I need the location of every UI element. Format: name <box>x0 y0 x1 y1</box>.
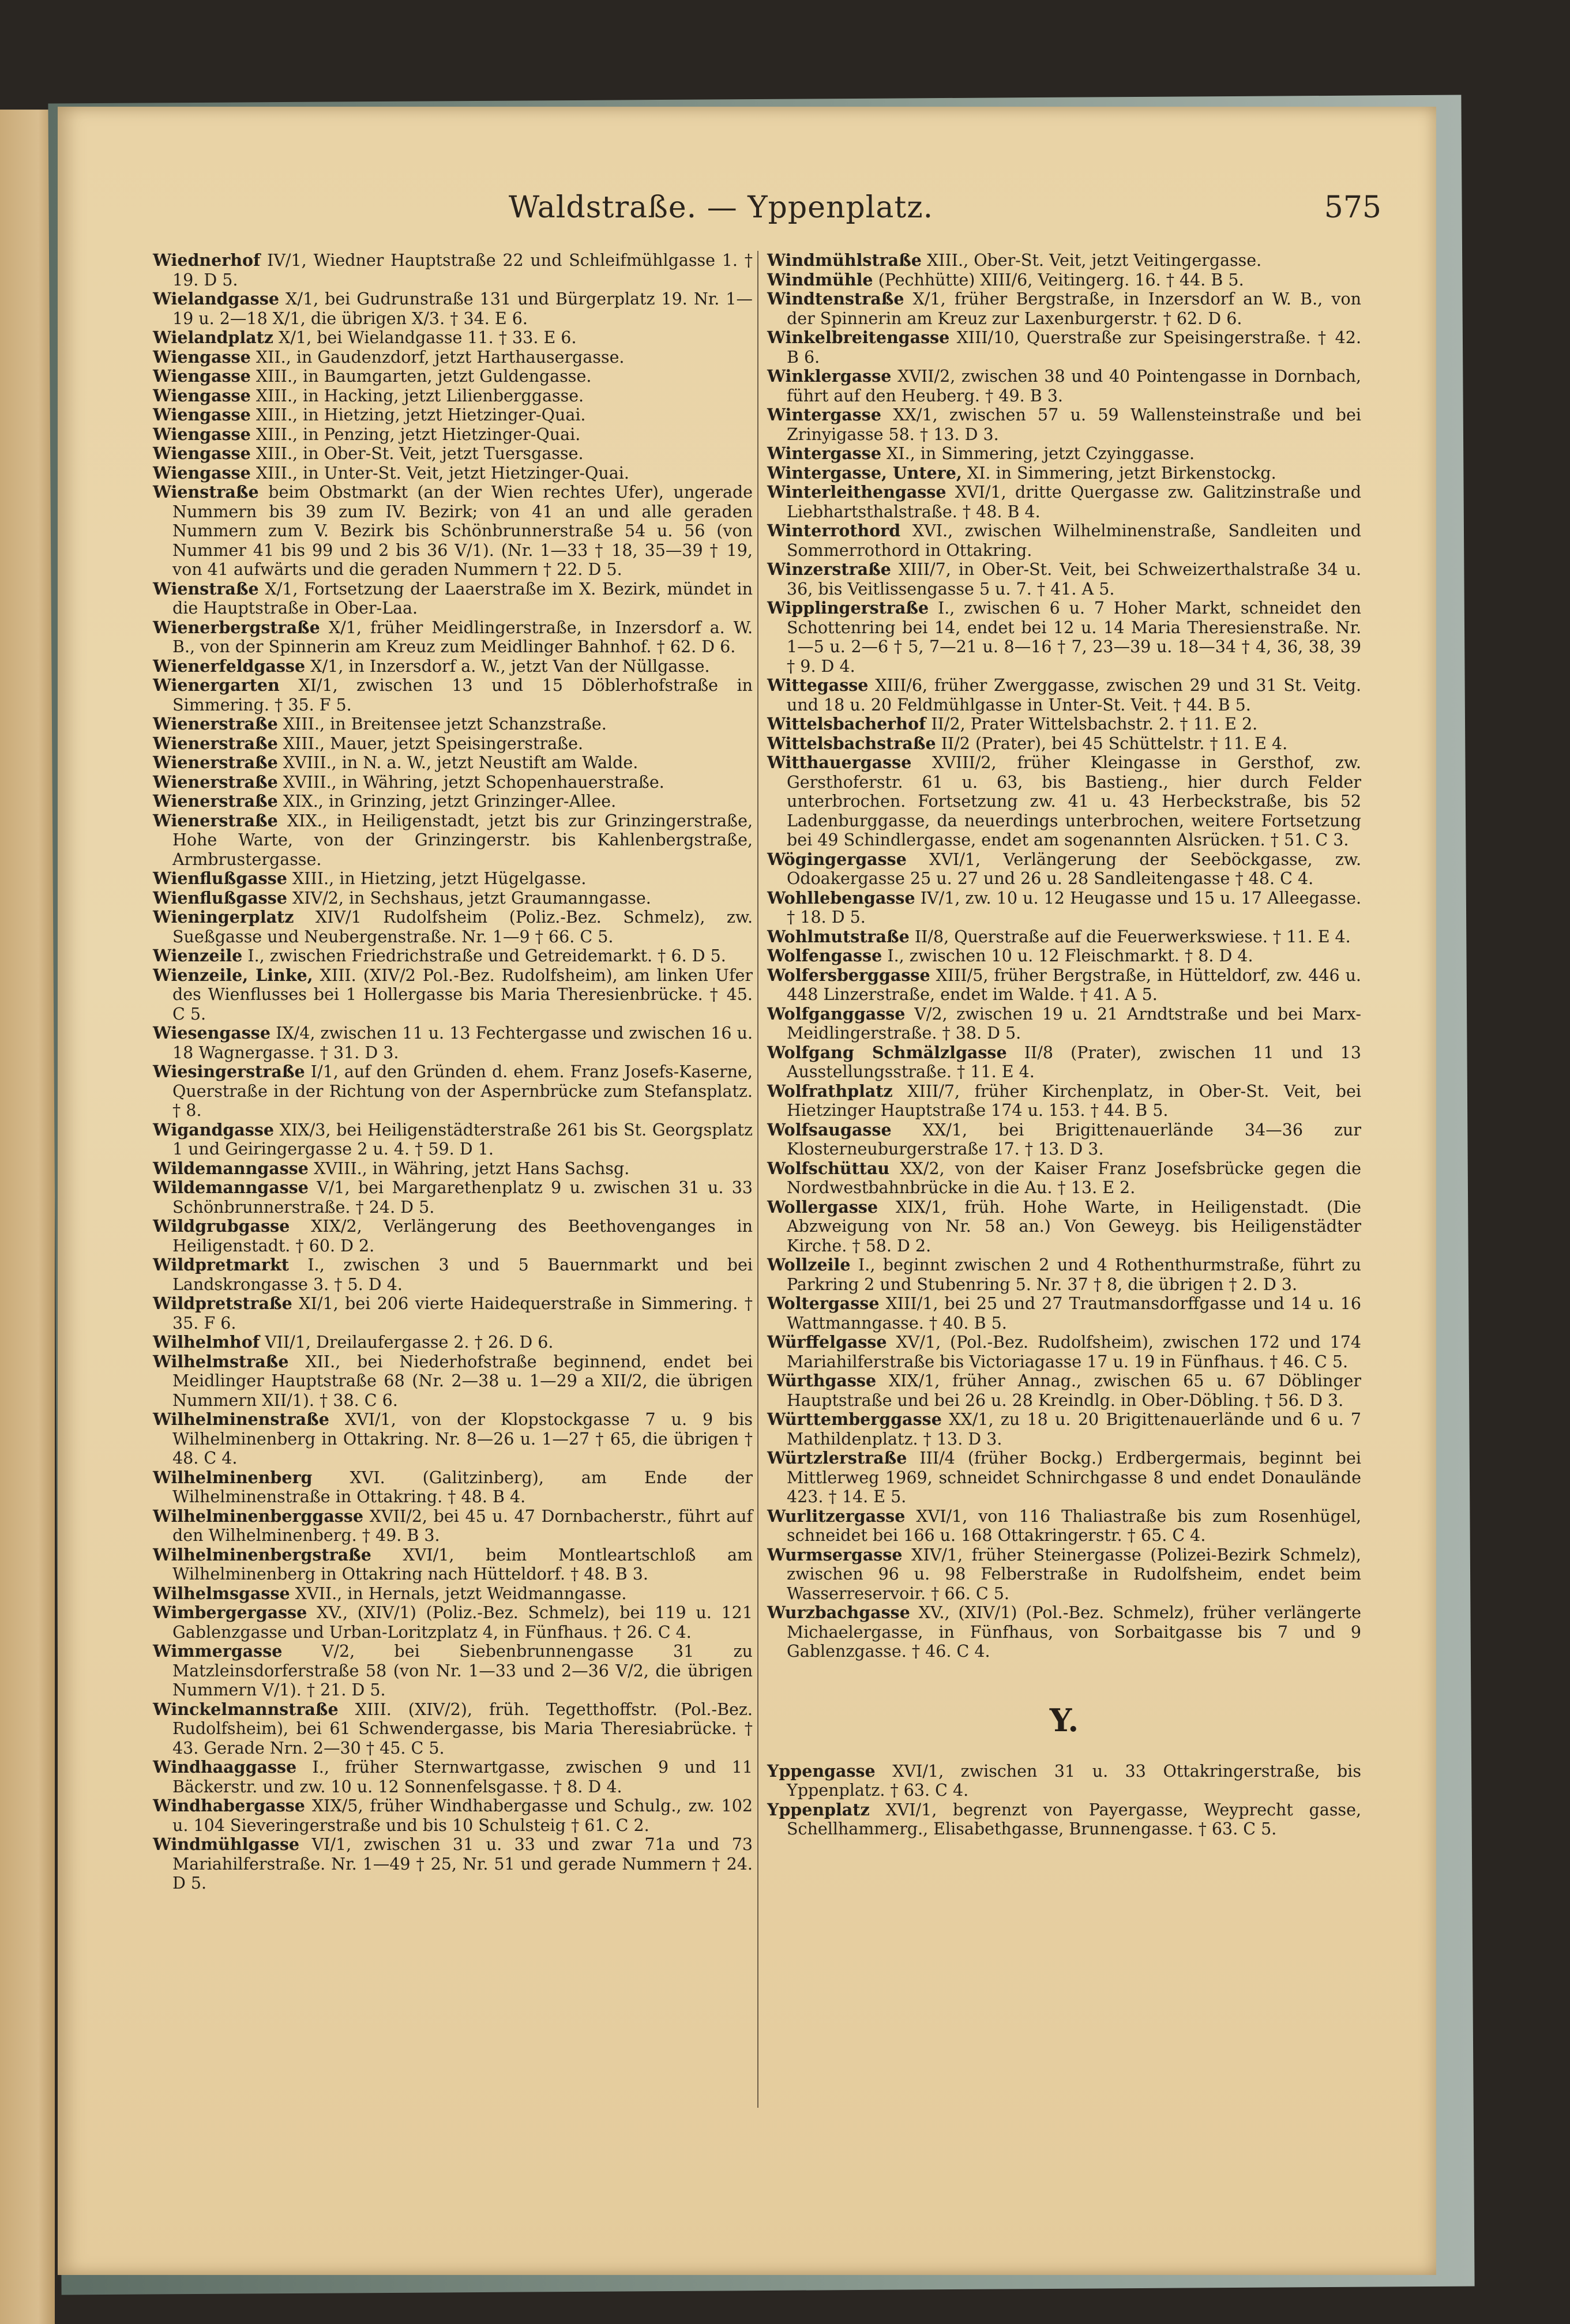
street-name: Wolfsaugasse <box>767 1119 892 1140</box>
directory-entry <box>767 1255 1361 1294</box>
entry-description: XIII. (XIV/2), früh. Tegetthoffstr. (Pol.-Bez. Rudolfsheim), bei 61 Schwendergasse, bis Maria Theresiabrücke. † 43. Gerade Nrn. 2—30 † 45. C 5. <box>172 1699 753 1758</box>
directory-entry <box>153 715 753 734</box>
entry-description: XIII., in Ober-St. Veit, jetzt Tuersgasse. <box>256 444 584 463</box>
entry-description: XV/1, (Pol.-Bez. Rudolfsheim), zwischen 172 und 174 Mariahilferstraße bis Victoriagasse 17 u. 19 in Fünfhaus. † 46. C 5. <box>787 1333 1361 1371</box>
entry-description: XIX., in Heiligenstadt, jetzt bis zur Grinzingerstraße, Hohe Warte, von der Grinzingerstr. bis Kahlenbergstraße, Armbrustergasse. <box>172 811 753 869</box>
directory-entry <box>153 1545 753 1584</box>
entry-description: X/1, in Inzersdorf a. W., jetzt Van der Nüllgasse. <box>310 656 710 676</box>
directory-entry <box>153 1468 753 1507</box>
entry-description: XX/2, von der Kaiser Franz Josefsbrücke gegen die Nordwestbahnbrücke in die Au. † 13. E 2. <box>787 1159 1361 1197</box>
entry-description: XVI/1, Verlängerung der Seeböckgasse, zw. Odoakergasse 25 u. 27 und 26 u. 28 Sandleitengasse † 48. C 4. <box>787 849 1361 888</box>
entry-description: XIX., in Grinzing, jetzt Grinzinger-Allee. <box>283 792 617 811</box>
directory-entry <box>153 1255 753 1294</box>
street-name: Würffelgasse <box>767 1332 887 1352</box>
street-name: Winterrothord <box>767 521 901 540</box>
page-number: 575 <box>1324 190 1381 225</box>
directory-entry <box>153 1159 753 1179</box>
street-name: Wienerstraße <box>153 753 278 772</box>
street-name: Wienflußgasse <box>153 888 287 908</box>
entry-description: XVIII., in Währing, jetzt Schopenhauerstraße. <box>283 772 664 792</box>
page-header <box>58 190 1436 242</box>
directory-entry <box>153 1758 753 1796</box>
entry-description: XX/1, zwischen 57 u. 59 Wallensteinstraße und bei Zrinyigasse 58. † 13. D 3. <box>787 405 1362 444</box>
directory-entry <box>767 753 1361 850</box>
directory-entry <box>153 1642 753 1700</box>
entry-description: XI., in Simmering, jetzt Czyinggasse. <box>887 444 1195 463</box>
directory-entry <box>767 483 1361 521</box>
street-name: Würtzlerstraße <box>767 1448 907 1468</box>
directory-entry <box>153 483 753 580</box>
entry-description: XIX/1, früher Annag., zwischen 65 u. 67 Döblinger Hauptstraße und bei 26 u. 28 Kreindlg. in Ober-Döbling. † 56. D 3. <box>787 1371 1361 1410</box>
street-name: Windhaaggasse <box>153 1757 297 1777</box>
entry-description: XIII/7, in Ober-St. Veit, bei Schweizerthalstraße 34 u. 36, bis Veitlissengasse 5 u. 7. † 41. A 5. <box>787 560 1362 599</box>
directory-entry <box>767 1294 1361 1333</box>
directory-entry <box>153 1333 753 1352</box>
entry-description: XI/1, bei 206 vierte Haidequerstraße in Simmering. † 35. F 6. <box>172 1294 753 1333</box>
street-name: Wiengasse <box>153 347 251 367</box>
entry-description: V/1, bei Margarethenplatz 9 u. zwischen 31 u. 33 Schönbrunnerstraße. † 24. D 5. <box>172 1178 753 1217</box>
entry-description: II/8 (Prater), zwischen 11 und 13 Ausstellungsstraße. † 11. E 4. <box>787 1043 1361 1081</box>
street-name: Wilhelmsgasse <box>153 1583 290 1603</box>
entry-description: V/2, bei Siebenbrunnengasse 31 zu Matzleinsdorferstraße 58 (von Nr. 1—33 und 2—36 V/2, die übrigen Nummern V/1). † 21. D 5. <box>172 1642 753 1699</box>
directory-entry <box>153 1178 753 1217</box>
street-name: Wienerstraße <box>153 810 278 830</box>
street-name: Wohlmutstraße <box>767 926 910 946</box>
directory-entry <box>153 1796 753 1835</box>
entry-description: XIII., in Unter-St. Veit, jetzt Hietzinger-Quai. <box>256 463 629 483</box>
street-name: Wiesingerstraße <box>153 1062 305 1081</box>
directory-entry <box>153 444 753 464</box>
street-name: Wurlitzergasse <box>767 1506 906 1526</box>
entry-description: XVII., in Hernals, jetzt Weidmanngasse. <box>295 1584 627 1603</box>
adjacent-page-edge <box>0 110 55 2324</box>
directory-entry <box>767 444 1361 464</box>
directory-entry <box>767 251 1361 270</box>
directory-entry <box>153 425 753 445</box>
directory-entry <box>153 1835 753 1893</box>
entry-description: XVI/1, beim Montleartschloß am Wilhelminenberg in Ottakring nach Hütteldorf. † 48. B 3. <box>172 1545 753 1584</box>
street-name: Wildemanngasse <box>153 1158 309 1178</box>
directory-entry <box>767 521 1361 560</box>
entry-description: I., zwischen Friedrichstraße und Getreidemarkt. † 6. D 5. <box>247 946 726 965</box>
directory-entry <box>153 367 753 386</box>
book-page <box>58 107 1436 2275</box>
directory-entry <box>767 1333 1361 1371</box>
entry-description: XI/1, zwischen 13 und 15 Döblerhofstraße in Simmering. † 35. F 5. <box>172 676 753 715</box>
entry-description: XIII., in Hietzing, jetzt Hügelgasse. <box>292 869 587 888</box>
street-name: Wildgrubgasse <box>153 1216 290 1236</box>
directory-entry <box>767 367 1361 405</box>
entry-description: XVI., zwischen Wilhelminenstraße, Sandleiten und Sommerrothord in Ottakring. <box>787 521 1361 560</box>
entry-description: XVI/1, von 116 Thaliastraße bis zum Rosenhügel, schneidet bei 166 u. 168 Ottakringerstr. † 65. C 4. <box>787 1506 1362 1545</box>
entry-description: XIII/1, bei 25 und 27 Trautmansdorffgasse und 14 u. 16 Wattmanngasse. † 40. B 5. <box>787 1294 1361 1333</box>
directory-entry <box>153 1700 753 1758</box>
directory-entry <box>767 927 1361 947</box>
entry-description: XIII., in Hietzing, jetzt Hietzinger-Quai. <box>256 405 586 424</box>
street-name: Wilhelminenberggasse <box>153 1506 364 1526</box>
directory-entry <box>153 618 753 657</box>
entry-description: XX/1, zu 18 u. 20 Brigittenauerlände und 6 u. 7 Mathildenplatz. † 13. D 3. <box>787 1410 1361 1449</box>
street-name: Wiesengasse <box>153 1023 271 1043</box>
street-name: Württemberggasse <box>767 1409 942 1429</box>
directory-entry <box>767 1507 1361 1545</box>
directory-entry <box>153 1410 753 1468</box>
entry-description: IX/4, zwischen 11 u. 13 Fechtergasse und zwischen 16 u. 18 Wagnergasse. † 31. D 3. <box>172 1024 753 1062</box>
directory-entry <box>153 1120 753 1159</box>
entry-description: XVI/1, begrenzt von Payergasse, Weyprecht gasse, Schellhammerg., Elisabethgasse, Brunnengasse. † 63. C 5. <box>787 1800 1362 1838</box>
street-name: Winkelbreitengasse <box>767 328 950 347</box>
entry-description: XIII/6, früher Zwerggasse, zwischen 29 und 31 St. Veitg. und 18 u. 20 Feldmühlgasse in Unter-St. Veit. † 44. B 5. <box>787 676 1361 715</box>
street-name: Wienstraße <box>153 578 259 599</box>
street-name: Winklergasse <box>767 366 892 386</box>
directory-entry <box>153 966 753 1024</box>
street-name: Windmühle <box>767 269 873 289</box>
entry-description: II/8, Querstraße auf die Feuerwerkswiese. † 11. E 4. <box>914 927 1351 946</box>
directory-entry <box>153 811 753 870</box>
entry-description: I., zwischen 10 u. 12 Fleischmarkt. † 8. D 4. <box>887 946 1253 965</box>
street-name: Wienzeile <box>153 946 243 965</box>
directory-entry <box>153 1217 753 1255</box>
street-name: Woltergasse <box>767 1293 880 1313</box>
street-name: Wildemanngasse <box>153 1178 309 1197</box>
street-name: Windmühlstraße <box>767 250 922 270</box>
street-name: Wienerfeldgasse <box>153 656 306 676</box>
entry-description: XVI. (Galitzinberg), am Ende der Wilhelminenstraße in Ottakring. † 48. B 4. <box>172 1468 753 1506</box>
street-name: Wienerstraße <box>153 772 278 792</box>
entry-description: XIX/1, früh. Hohe Warte, in Heiligenstadt. (Die Abzweigung von Nr. 58 an.) Von Geweyg. bis Heiligenstädter Kirche. † 58. D 2. <box>787 1197 1362 1255</box>
street-name: Würthgasse <box>767 1371 877 1390</box>
section-letter-y: Y. <box>1049 1701 1079 1739</box>
street-name: Wittegasse <box>767 675 869 695</box>
directory-entry <box>767 328 1361 367</box>
entry-description: XIII., in Baumgarten, jetzt Guldengasse. <box>256 367 592 386</box>
directory-entry <box>153 657 753 676</box>
entry-description: I., früher Sternwartgasse, zwischen 9 und 11 Bäckerstr. und zw. 10 u. 12 Sonnenfelsgasse. † 8. D 4. <box>172 1758 753 1796</box>
street-name: Wildpretmarkt <box>153 1255 289 1274</box>
street-name: Wilhelmstraße <box>153 1351 289 1371</box>
street-name: Wiednerhof <box>153 250 261 270</box>
street-name: Wohllebengasse <box>767 888 915 908</box>
street-name: Winzerstraße <box>767 559 891 579</box>
directory-entry <box>153 1024 753 1062</box>
entry-description: XVI/1, von der Klopstockgasse 7 u. 9 bis Wilhelminenberg in Ottakring. Nr. 8—26 u. 1—27 † 65, die übrigen † 48. C 4. <box>172 1410 753 1468</box>
directory-entry <box>767 1159 1361 1198</box>
street-name: Wittelsbacherhof <box>767 714 926 734</box>
entry-description: XIII., Mauer, jetzt Speisingerstraße. <box>283 734 584 753</box>
directory-entry <box>153 405 753 425</box>
street-name: Wiengasse <box>153 462 251 483</box>
entry-description: X/1, Fortsetzung der Laaerstraße im X. Bezirk, mündet in die Hauptstraße in Ober-Laa. <box>172 579 753 618</box>
entry-description: VI/1, zwischen 31 u. 33 und zwar 71a und 73 Mariahilferstraße. Nr. 1—49 † 25, Nr. 51 und gerade Nummern † 24. D 5. <box>172 1835 753 1893</box>
entry-description: XIV/2, in Sechshaus, jetzt Graumanngasse. <box>292 888 651 908</box>
entry-description: beim Obstmarkt (an der Wien rechtes Ufer), ungerade Nummern bis 39 zum IV. Bezirk; von 41 an und alle geraden Nummern zum V. Bezirk bis Schönbrunnerstraße 54 u. 56 (von Nummer 41 bis 99 und 2 bis 36 V/1). (Nr. 1—33 † 18, 35—39 † 19, von 41 aufwärts und die geraden Nummern † 22. D 5. <box>172 483 753 579</box>
entry-description: IV/1, Wiedner Hauptstraße 22 und Schleifmühlgasse 1. † 19. D 5. <box>172 251 753 289</box>
street-name: Wildpretstraße <box>153 1293 292 1313</box>
street-name: Windtenstraße <box>767 289 904 309</box>
entry-description: XX/1, bei Brigittenauerlände 34—36 zur Klosterneuburgerstraße 17. † 13. D 3. <box>787 1120 1361 1159</box>
directory-entry <box>767 464 1361 483</box>
street-name: Windmühlgasse <box>153 1834 300 1854</box>
directory-entry <box>767 850 1361 889</box>
directory-entry <box>153 869 753 889</box>
directory-entry <box>767 1449 1361 1507</box>
entry-description: II/2 (Prater), bei 45 Schüttelstr. † 11. E 4. <box>941 734 1288 753</box>
entry-description: I., beginnt zwischen 2 und 4 Rothenthurmstraße, führt zu Parkring 2 und Stubenring 5. Nr. 37 † 8, die übrigen † 2. D 3. <box>787 1255 1362 1294</box>
running-title: Waldstraße. — Yppenplatz. <box>508 190 934 225</box>
street-name: Wienerstraße <box>153 791 278 811</box>
entry-description: XIII., in Breitensee jetzt Schanzstraße. <box>283 715 607 734</box>
directory-entry <box>153 1507 753 1545</box>
entry-description: X/1, früher Bergstraße, in Inzersdorf an W. B., von der Spinnerin am Kreuz zur Laxenburgerstr. † 62. D 6. <box>787 289 1361 328</box>
street-name: Wiengasse <box>153 405 251 424</box>
directory-entry <box>767 1800 1361 1839</box>
directory-entry <box>153 889 753 908</box>
entry-description: X/1, bei Gudrunstraße 131 und Bürgerplatz 19. Nr. 1—19 u. 2—18 X/1, die übrigen X/3. † 34. E 6. <box>172 289 753 328</box>
entry-description: XVII/2, bei 45 u. 47 Dornbacherstr., führt auf den Wilhelminenberg. † 49. B 3. <box>172 1506 753 1545</box>
street-name: Wipplingerstraße <box>767 598 929 618</box>
directory-entry <box>767 1603 1361 1661</box>
street-name: Wienerstraße <box>153 714 278 734</box>
street-name: Wolfganggasse <box>767 1003 906 1024</box>
entry-description: II/2, Prater Wittelsbachstr. 2. † 11. E 2. <box>931 715 1258 734</box>
street-name: Wiengasse <box>153 385 251 405</box>
directory-entry <box>767 734 1361 754</box>
directory-entry <box>153 1062 753 1120</box>
directory-entry <box>767 1005 1361 1043</box>
directory-entry <box>767 599 1361 676</box>
street-name: Wienflußgasse <box>153 868 287 888</box>
directory-entry <box>153 1584 753 1604</box>
directory-entry <box>153 328 753 348</box>
entry-description: XV., (XIV/1) (Poliz.-Bez. Schmelz), bei 119 u. 121 Gablenzgasse und Urban-Loritzplatz 4, in Fünfhaus. † 26. C 4. <box>172 1603 753 1642</box>
directory-entry <box>153 1352 753 1411</box>
street-name: Wielandplatz <box>153 328 273 347</box>
left-column <box>153 251 753 1893</box>
street-name: Wienerstraße <box>153 733 278 753</box>
street-name: Wimbergergasse <box>153 1603 307 1622</box>
street-name: Wilhelminenbergstraße <box>153 1544 371 1565</box>
entry-description: XIX/2, Verlängerung des Beethovenganges in Heiligenstadt. † 60. D 2. <box>172 1217 753 1255</box>
right-column <box>767 251 1361 1839</box>
entry-description: III/4 (früher Bockg.) Erdbergermais, beginnt bei Mittlerweg 1969, schneidet Schnirchgasse 8 und endet Donaulände 423. † 14. E 5. <box>787 1449 1361 1506</box>
street-name: Wintergasse <box>767 443 881 463</box>
entry-description: XVIII., in N. a. W., jetzt Neustift am Walde. <box>283 753 638 772</box>
directory-entry <box>767 715 1361 734</box>
entry-description: XIII/10, Querstraße zur Speisingerstraße. † 42. B 6. <box>787 328 1361 367</box>
directory-entry <box>153 676 753 715</box>
directory-entry <box>767 889 1361 927</box>
directory-entry <box>767 270 1361 290</box>
street-name: Wolfgang Schmälzlgasse <box>767 1042 1007 1062</box>
street-name: Wolfengasse <box>767 946 882 965</box>
right-column-entries <box>767 251 1361 1661</box>
street-name: Wienstraße <box>153 482 259 502</box>
entry-description: XII., in Gaudenzdorf, jetzt Harthausergasse. <box>256 347 625 367</box>
entry-description: XIV/1 Rudolfsheim (Poliz.-Bez. Schmelz), zw. Sueßgasse und Neubergenstraße. Nr. 1—9 † 66. C 5. <box>172 908 753 946</box>
entry-description: XII., bei Niederhofstraße beginnend, endet bei Meidlinger Hauptstraße 68 (Nr. 2—38 u. 1—29 a XII/2, die übrigen Nummern XII/1). † 38. C 6. <box>172 1352 753 1410</box>
column-divider <box>757 251 758 2108</box>
directory-entry <box>767 1545 1361 1604</box>
entry-description: XIII/5, früher Bergstraße, in Hütteldorf, zw. 446 u. 448 Linzerstraße, endet im Walde. † 41. A 5. <box>787 965 1361 1004</box>
street-name: Wiengasse <box>153 443 251 463</box>
directory-entry <box>767 1410 1361 1449</box>
street-name: Wurmsergasse <box>767 1544 903 1565</box>
street-name: Winterleithengasse <box>767 482 946 502</box>
entry-description: XIII/7, früher Kirchenplatz, in Ober-St. Veit, bei Hietzinger Hauptstraße 174 u. 153. † 44. B 5. <box>787 1081 1362 1120</box>
directory-entry <box>767 1043 1361 1082</box>
entry-description: XI. in Simmering, jetzt Birkenstockg. <box>967 463 1276 483</box>
street-name: Wolfrathplatz <box>767 1081 893 1101</box>
entry-description: IV/1, zw. 10 u. 12 Heugasse und 15 u. 17 Alleegasse. † 18. D 5. <box>787 888 1362 927</box>
street-name: Wollergasse <box>767 1197 878 1217</box>
directory-entry <box>153 773 753 792</box>
street-name: Wolfersberggasse <box>767 965 930 985</box>
entry-description: X/1, früher Meidlingerstraße, in Inzersdorf a. W. B., von der Spinnerin am Kreuz zum Meidlinger Bahnhof. † 62. D 6. <box>172 618 753 656</box>
entry-description: XVI/1, zwischen 31 u. 33 Ottakringerstraße, bis Yppenplatz. † 63. C 4. <box>787 1761 1361 1800</box>
street-name: Wienerbergstraße <box>153 617 320 637</box>
directory-entry <box>153 946 753 966</box>
street-name: Windhabergasse <box>153 1796 305 1815</box>
entry-description: XIX/5, früher Windhabergasse und Schulg., zw. 102 u. 104 Sieveringerstraße und bis 10 Schulsteig † 61. C 2. <box>172 1796 753 1835</box>
street-name: Wienzeile, Linke, <box>153 965 313 985</box>
directory-entry <box>767 1082 1361 1120</box>
street-name: Wögingergasse <box>767 849 907 869</box>
entry-description: V/2, zwischen 19 u. 21 Arndtstraße und bei Marx-Meidlingerstraße. † 38. D 5. <box>787 1004 1361 1043</box>
directory-entry <box>767 1371 1361 1410</box>
directory-entry <box>153 289 753 328</box>
entry-description: XIX/3, bei Heiligenstädterstraße 261 bis St. Georgsplatz 1 und Geiringergasse 2 u. 4. † 59. D 1. <box>172 1120 753 1159</box>
entry-description: X/1, bei Wielandgasse 11. † 33. E 6. <box>279 328 577 347</box>
directory-entry <box>767 405 1361 444</box>
street-name: Wilhelminenstraße <box>153 1409 329 1429</box>
y-section-entries <box>767 1762 1361 1839</box>
directory-entry <box>767 676 1361 715</box>
street-name: Yppengasse <box>767 1761 876 1781</box>
directory-entry <box>153 464 753 483</box>
street-name: Witthauergasse <box>767 753 912 772</box>
directory-entry <box>153 734 753 754</box>
entry-description: XIII., in Penzing, jetzt Hietzinger-Quai. <box>256 424 581 444</box>
directory-entry <box>767 966 1361 1005</box>
directory-entry <box>153 386 753 406</box>
street-name: Wiengasse <box>153 424 251 444</box>
directory-entry <box>153 753 753 773</box>
street-name: Wigandgasse <box>153 1119 274 1140</box>
directory-entry <box>153 580 753 618</box>
entry-description: XIV/1, früher Steinergasse (Polizei-Bezirk Schmelz), zwischen 96 u. 98 Felberstraße in Rudolfsheim, endet beim Wasserreservoir. † 66. C 5. <box>787 1545 1361 1603</box>
directory-entry <box>767 1198 1361 1256</box>
street-name: Wilhelminenberg <box>153 1467 313 1487</box>
entry-description: XVI/1, dritte Quergasse zw. Galitzinstraße und Liebhartsthalstraße. † 48. B 4. <box>787 483 1361 521</box>
entry-description: XVIII/2, früher Kleingasse in Gersthof, zw. Gersthoferstr. 61 u. 63, bis Bastieng., hier durch Felder unterbrochen. Fortsetzung zw. 41 u. 43 Herbeckstraße, bis 52 Ladenburggasse, da neuerdings unterbrochen, weitere Fortsetzung bei 49 Schindlergasse, endet am sogenannten Alsrücken. † 51. C 3. <box>787 753 1361 849</box>
street-name: Wittelsbachstraße <box>767 733 936 753</box>
street-name: Wintergasse, Untere, <box>767 462 962 483</box>
directory-entry <box>767 1120 1361 1159</box>
street-name: Wollzeile <box>767 1255 851 1274</box>
directory-entry <box>153 251 753 289</box>
street-name: Wielandgasse <box>153 289 280 309</box>
street-name: Yppenplatz <box>767 1799 870 1819</box>
street-name: Winckelmannstraße <box>153 1699 339 1719</box>
entry-description: I., zwischen 6 u. 7 Hoher Markt, schneidet den Schottenring bei 14, endet bei 12 u. 14 Maria Theresienstraße. Nr. 1—5 u. 2—6 † 5, 7—21 u. 8—16 † 7, 23—39 u. 18—34 † 4, 36, 38, 39 † 9. D 4. <box>787 599 1362 676</box>
directory-entry <box>767 560 1361 599</box>
entry-description: XIII. (XIV/2 Pol.-Bez. Rudolfsheim), am linken Ufer des Wienflusses bei 1 Hollergasse bis Maria Theresienbrücke. † 45. C 5. <box>172 965 753 1024</box>
directory-entry <box>153 908 753 946</box>
street-name: Wimmergasse <box>153 1641 283 1661</box>
street-name: Wolfschüttau <box>767 1158 890 1178</box>
entry-description: VII/1, Dreilaufergasse 2. † 26. D 6. <box>265 1333 554 1352</box>
directory-entry <box>767 946 1361 966</box>
directory-entry <box>153 792 753 811</box>
directory-entry <box>153 1294 753 1333</box>
directory-entry <box>767 1762 1361 1800</box>
street-name: Wintergasse <box>767 405 881 424</box>
street-name: Wieningerplatz <box>153 907 294 927</box>
entry-description: (Pechhütte) XIII/6, Veitingerg. 16. † 44. B 5. <box>878 270 1244 289</box>
street-name: Wilhelmhof <box>153 1332 260 1352</box>
entry-description: XVIII., in Währing, jetzt Hans Sachsg. <box>313 1159 630 1178</box>
street-name: Wiengasse <box>153 366 251 386</box>
entry-description: XIII., in Hacking, jetzt Lilienberggasse. <box>256 386 584 405</box>
entry-description: XV., (XIV/1) (Pol.-Bez. Schmelz), früher verlängerte Michaelergasse, in Fünfhaus, von Sorbaitgasse bis 7 und 9 Gablenzgasse. † 46. C 4. <box>787 1603 1362 1661</box>
street-name: Wurzbachgasse <box>767 1603 910 1622</box>
entry-description: I/1, auf den Gründen d. ehem. Franz Josefs-Kaserne, Querstraße in der Richtung von der Aspernbrücke zum Stefansplatz. † 8. <box>172 1062 753 1120</box>
directory-entry <box>153 1603 753 1642</box>
entry-description: I., zwischen 3 und 5 Bauernmarkt und bei Landskrongasse 3. † 5. D 4. <box>172 1255 753 1294</box>
directory-entry <box>767 289 1361 328</box>
entry-description: XIII., Ober-St. Veit, jetzt Veitingergasse. <box>926 251 1262 270</box>
street-name: Wienergarten <box>153 675 280 695</box>
directory-entry <box>153 348 753 367</box>
entry-description: XVII/2, zwischen 38 und 40 Pointengasse in Dornbach, führt auf den Heuberg. † 49. B 3. <box>787 367 1361 405</box>
